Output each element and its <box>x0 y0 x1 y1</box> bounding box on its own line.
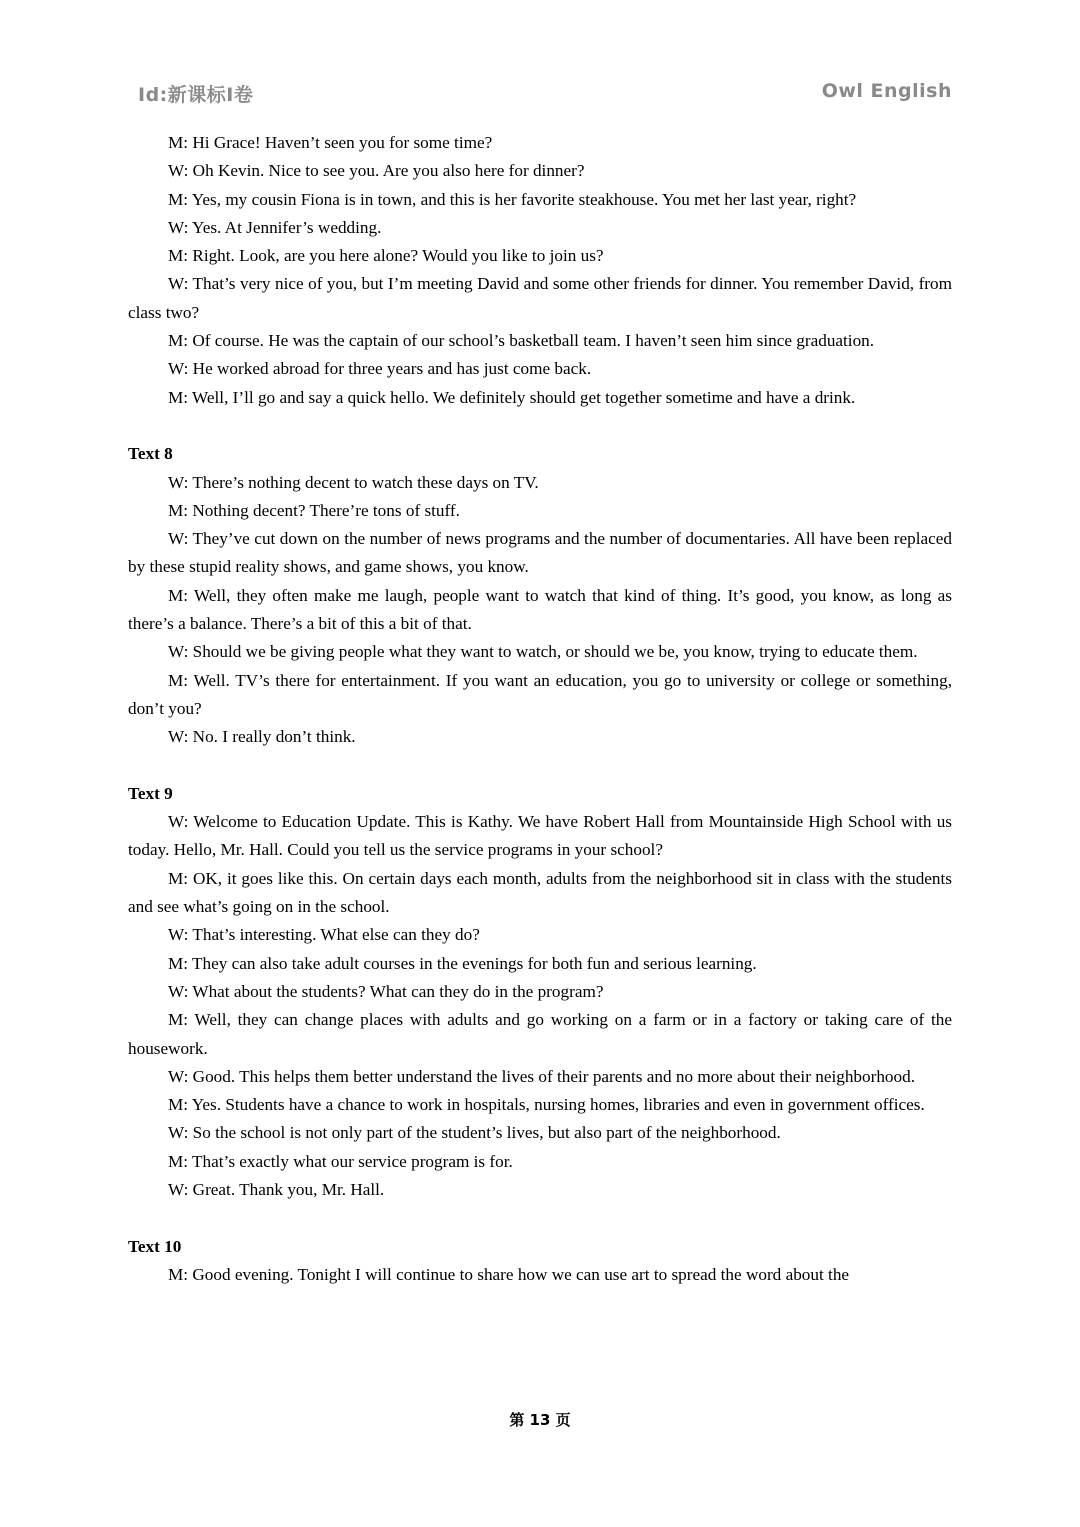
dialogue-text7-continued <box>128 129 952 412</box>
header-brand: Owl English <box>821 80 952 102</box>
dialogue-line: W: Great. Thank you, Mr. Hall. <box>168 1179 385 1199</box>
section-heading: Text 8 <box>128 444 173 464</box>
dialogue-line: M: Yes. Students have a chance to work in hospitals, nursing homes, libraries and even in government offices. <box>168 1095 925 1115</box>
dialogue-line: M: Right. Look, are you here alone? Would you like to join us? <box>168 246 604 266</box>
dialogue-line: M: Well, they often make me laugh, people want to watch that kind of thing. It’s good, you know, as long as there’s a balance. There’s a bit of this a bit of that. <box>128 585 952 634</box>
dialogue-line: W: That’s very nice of you, but I’m meeting David and some other friends for dinner. You remember David, from class two? <box>128 274 952 322</box>
section-heading: Text 9 <box>128 783 173 803</box>
section-heading: Text 10 <box>128 1236 182 1256</box>
dialogue-line: W: Good. This helps them better understand the lives of their parents and no more about their neighborhood. <box>168 1066 916 1086</box>
page-header <box>138 80 952 108</box>
document-body <box>128 129 952 1289</box>
dialogue-line: W: So the school is not only part of the student’s lives, but also part of the neighborhood. <box>168 1123 781 1143</box>
dialogue-line: W: No. I really don’t think. <box>168 727 356 747</box>
dialogue-line: W: There’s nothing decent to watch these days on TV. <box>168 472 539 492</box>
dialogue-line: M: Of course. He was the captain of our school’s basketball team. I haven’t seen him since graduation. <box>168 331 875 351</box>
dialogue-line: W: Welcome to Education Update. This is Kathy. We have Robert Hall from Mountainside High School with us today. Hello, Mr. Hall. Could you tell us the service programs in your school? <box>128 812 952 860</box>
section-text10 <box>128 1233 952 1290</box>
dialogue-line: M: They can also take adult courses in the evenings for both fun and serious learning. <box>168 953 757 973</box>
dialogue-line: W: Yes. At Jennifer’s wedding. <box>168 217 382 237</box>
dialogue-line: M: Good evening. Tonight I will continue to share how we can use art to spread the word about the <box>168 1264 850 1284</box>
dialogue-line: W: Should we be giving people what they want to watch, or should we be, you know, trying to educate them. <box>168 642 918 662</box>
header-exam-id: Id:新课标I卷 <box>138 84 254 106</box>
dialogue-line: M: Well, I’ll go and say a quick hello. We definitely should get together sometime and have a drink. <box>168 387 856 407</box>
dialogue-line: M: Hi Grace! Haven’t seen you for some time? <box>168 133 493 152</box>
dialogue-line: W: They’ve cut down on the number of news programs and the number of documentaries. All have been replaced by these stupid reality shows, and game shows, you know. <box>128 529 952 577</box>
dialogue-line: M: Yes, my cousin Fiona is in town, and this is her favorite steakhouse. You met her last year, right? <box>168 189 857 209</box>
page-number: 第 13 页 <box>509 1411 571 1429</box>
section-text9 <box>128 780 952 1204</box>
dialogue-line: W: He worked abroad for three years and has just come back. <box>168 359 592 379</box>
section-text8 <box>128 440 952 751</box>
dialogue-line: W: That’s interesting. What else can they do? <box>168 925 480 945</box>
dialogue-line: W: What about the students? What can they do in the program? <box>168 981 604 1001</box>
dialogue-line: M: OK, it goes like this. On certain days each month, adults from the neighborhood sit in class with the students and see what’s going on in the school. <box>128 868 952 917</box>
dialogue-line: M: Well. TV’s there for entertainment. If you want an education, you go to university or college or something, don’t you? <box>128 670 952 718</box>
dialogue-line: W: Oh Kevin. Nice to see you. Are you also here for dinner? <box>168 161 585 181</box>
dialogue-line: M: Nothing decent? There’re tons of stuff. <box>168 500 460 520</box>
dialogue-line: M: That’s exactly what our service program is for. <box>168 1151 513 1171</box>
dialogue-line: M: Well, they can change places with adults and go working on a farm or in a factory or taking care of the housework. <box>128 1010 952 1058</box>
